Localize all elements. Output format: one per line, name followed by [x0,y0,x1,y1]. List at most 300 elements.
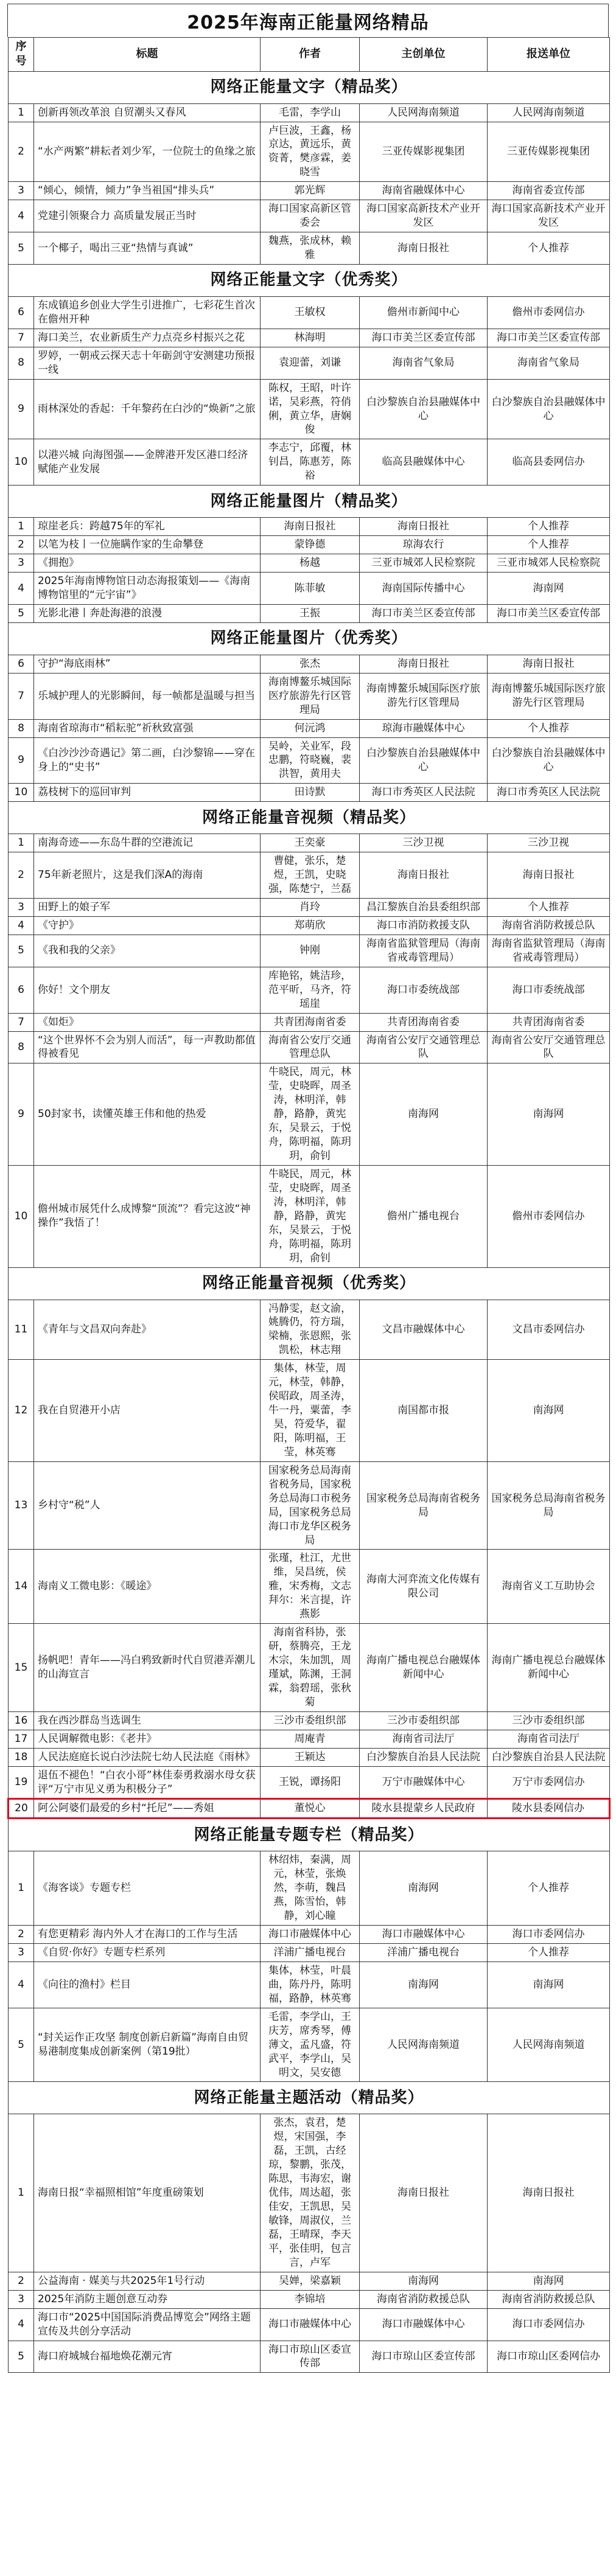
table-row [9,1766,610,1799]
table-row [9,2008,610,2082]
cell-number: 2 [9,122,34,182]
cell-title: 2025年消防主题创意互动券 [34,2290,261,2308]
cell-creator-unit: 临高县融媒体中心 [360,439,488,486]
cell-creator-unit: 白沙黎族自治县融媒体中心 [360,737,488,784]
cell-creator-unit: 白沙黎族自治县融媒体中心 [360,379,488,439]
cell-title: “水产两繁”耕耘者刘少军，一位院士的鱼缘之旅 [34,122,261,182]
cell-submitting-unit: 文昌市委网信办 [488,1300,610,1360]
section-title: 网络正能量文字（精品奖） [9,71,610,103]
cell-submitting-unit: 三亚市城郊人民检察院 [488,554,610,573]
table-row [9,122,610,182]
cell-title: “倾心，倾情，倾力”争当祖国“排头兵” [34,182,261,200]
cell-author: 王颖达 [261,1748,360,1766]
cell-submitting-unit: 人民网海南频道 [488,2008,610,2082]
table-row [9,899,610,917]
cell-author: 魏燕，张成林，赖雅 [261,232,360,265]
table-row [9,737,610,784]
table-row [9,573,610,605]
cell-title: 《守护》 [34,916,261,935]
section-header-row [9,486,610,518]
table-row [9,673,610,719]
cell-creator-unit: 海南大河弈流文化传媒有限公司 [360,1550,488,1624]
cell-submitting-unit: 个人推荐 [488,719,610,737]
table-row [9,1748,610,1766]
table-row [9,347,610,379]
cell-title: 南海奇迹——东岛牛群的空港流记 [34,834,261,852]
cell-creator-unit: 南海网 [360,1063,488,1166]
cell-submitting-unit: 海南省气象局 [488,347,610,379]
cell-title: 《我和我的父亲》 [34,935,261,967]
cell-title: 阿公阿婆们最爱的乡村“托尼”——秀姐 [34,1799,261,1819]
cell-creator-unit: 南国都市报 [360,1360,488,1462]
cell-title: 海南日报“幸福照相馆”年度重磅策划 [34,2114,261,2272]
cell-author: 曹健，张乐，楚煜，王凯，史晓强，陈楚宁，兰磊 [261,852,360,899]
cell-author: 卢巨波，王鑫，杨京达，黄远乐，黄资菁，樊彦霖，姜晓雪 [261,122,360,182]
table-row [9,2272,610,2290]
cell-author: 毛雷，李学山 [261,103,360,122]
cell-author: 牛晓民，周元，林莹，史晓晖，周圣涛，林明洋，韩静，路静，黄宪东，吴景云，于悦舟，陈明福，陈玥玥，俞钊 [261,1063,360,1166]
cell-title: 田野上的娘子军 [34,899,261,917]
document [7,4,609,2373]
cell-creator-unit: 陵水县提蒙乡人民政府 [360,1799,488,1819]
cell-number: 7 [9,1013,34,1031]
cell-submitting-unit: 海南网 [488,573,610,605]
section-header-row [9,264,610,296]
cell-author: 集体，林莹，叶晨曲，陈丹丹，陈明福，路静，林英骞 [261,1962,360,2008]
cell-creator-unit: 三亚市城郊人民检察院 [360,554,488,573]
cell-title: 党建引领聚合力 高质量发展正当时 [34,200,261,232]
table-row [9,935,610,967]
table-row [9,1926,610,1944]
cell-creator-unit: 海口市委统战部 [360,967,488,1013]
cell-number: 20 [9,1799,34,1819]
cell-submitting-unit: 海南省消防救援总队 [488,916,610,935]
cell-author: 吴岭，关业军，段忠鹏，符晓巍，裴洪智，黄用夫 [261,737,360,784]
cell-title: 雨林深处的香起：千年黎药在白沙的“焕新”之旅 [34,379,261,439]
cell-title: 海南义工微电影：《暖途》 [34,1550,261,1624]
cell-title: 光影北港丨奔赴海港的浪漫 [34,604,261,622]
cell-number: 14 [9,1550,34,1624]
table-row [9,852,610,899]
cell-number: 7 [9,329,34,347]
cell-number: 6 [9,296,34,329]
table-row [9,604,610,622]
cell-number: 15 [9,1624,34,1712]
cell-creator-unit: 万宁市融媒体中心 [360,1766,488,1799]
cell-submitting-unit: 南海网 [488,2272,610,2290]
cell-number: 4 [9,200,34,232]
cell-author: 海南日报社 [261,518,360,536]
cell-number: 6 [9,967,34,1013]
section-title: 网络正能量文字（优秀奖） [9,264,610,296]
cell-submitting-unit: 海口市委统战部 [488,967,610,1013]
cell-submitting-unit: 海南广播电视总台融媒体新闻中心 [488,1624,610,1712]
section-title: 网络正能量主题活动（精品奖） [9,2082,610,2114]
cell-creator-unit: 国家税务总局海南省税务局 [360,1461,488,1550]
cell-title: 乡村守“税”人 [34,1461,261,1550]
cell-number: 5 [9,232,34,265]
cell-author: 林绍炜，秦满，周元，林莹，张焕然，李萌，魏昌燕，陈雪怡，韩静，刘心瞳 [261,1851,360,1926]
cell-title: “封关运作正攻坚 制度创新启新篇”海南自由贸易港制度集成创新案例（第19批） [34,2008,261,2082]
section-header-row [9,2082,610,2114]
cell-author: 郭光辉 [261,182,360,200]
cell-author: 毛雷，李学山，王庆芳，席秀琴，傅薄文，孟凡盛，符武平，李学山，吴明文，吴安德 [261,2008,360,2082]
table-row [9,200,610,232]
cell-number: 5 [9,935,34,967]
cell-number: 12 [9,1360,34,1462]
cell-creator-unit: 人民网海南频道 [360,103,488,122]
cell-title: 《拥抱》 [34,554,261,573]
cell-creator-unit: 南海网 [360,1851,488,1926]
cell-number: 3 [9,2290,34,2308]
cell-author: 吴婵，梁嘉颖 [261,2272,360,2290]
cell-number: 18 [9,1748,34,1766]
table-row [9,1711,610,1730]
cell-creator-unit: 三亚传媒影视集团 [360,122,488,182]
cell-number: 3 [9,554,34,573]
cell-submitting-unit: 白沙黎族自治县融媒体中心 [488,737,610,784]
table-row [9,1624,610,1712]
cell-creator-unit: 洋浦广播电视台 [360,1944,488,1962]
cell-number: 1 [9,834,34,852]
table-row [9,1063,610,1166]
cell-title: 75年新老照片，这是我们深A的海南 [34,852,261,899]
cell-number: 3 [9,899,34,917]
cell-number: 4 [9,2308,34,2341]
cell-submitting-unit: 万宁市委网信办 [488,1766,610,1799]
cell-submitting-unit: 国家税务总局海南省税务局 [488,1461,610,1550]
cell-submitting-unit: 海南日报社 [488,852,610,899]
cell-number: 9 [9,737,34,784]
cell-title: 罗婷，一朝戒云探天志十年砺剑守安测建功预报一线 [34,347,261,379]
document-title: 2025年海南正能量网络精品 [7,4,609,37]
cell-author: 洋浦广播电视台 [261,1944,360,1962]
table-row [9,1031,610,1063]
table-row [9,2290,610,2308]
cell-creator-unit: 琼海市融媒体中心 [360,719,488,737]
section-header-row [9,71,610,103]
cell-author: 钟刚 [261,935,360,967]
cell-title: 公益海南 · 媒美与共2025年1号行动 [34,2272,261,2290]
table-row [9,1550,610,1624]
cell-title: 乐城护理人的光影瞬间，每一帧都是温暖与担当 [34,673,261,719]
table-row [9,967,610,1013]
table-row [9,784,610,802]
table-row [9,329,610,347]
cell-creator-unit: 海南日报社 [360,518,488,536]
cell-submitting-unit: 海口市秀英区人民法院 [488,784,610,802]
cell-number: 5 [9,604,34,622]
cell-author: 杨越 [261,554,360,573]
cell-number: 9 [9,1063,34,1166]
cell-author: 库艳铭，姚洁珍，范平昕，马齐，符瑶崖 [261,967,360,1013]
cell-author: 李志宁，邱覆，林钊昌，陈惠芳，陈裕 [261,439,360,486]
cell-author: 蒙铮德 [261,536,360,554]
cell-creator-unit: 海南日报社 [360,852,488,899]
cell-title: 《向往的渔村》栏目 [34,1962,261,2008]
table-row [9,1461,610,1550]
cell-submitting-unit: 个人推荐 [488,232,610,265]
cell-author: 王振 [261,604,360,622]
cell-number: 1 [9,2114,34,2272]
cell-author: 共青团海南省委 [261,1013,360,1031]
table-row [9,1165,610,1267]
cell-number: 2 [9,852,34,899]
cell-number: 5 [9,2008,34,2082]
cell-submitting-unit: 海口市委网信办 [488,1926,610,1944]
table-row [9,518,610,536]
header-title: 标题 [34,38,261,72]
cell-author: 王锐，谭扬阳 [261,1766,360,1799]
cell-title: 荔枝树下的巡回审判 [34,784,261,802]
cell-creator-unit: 海口市琼山区委宣传部 [360,2341,488,2373]
cell-title: 琼崖老兵：跨越75年的军礼 [34,518,261,536]
cell-submitting-unit: 海南博鳌乐城国际医疗旅游先行区管理局 [488,673,610,719]
cell-number: 3 [9,182,34,200]
cell-author: 董悦心 [261,1799,360,1819]
cell-author: 张瑾，杜江，尤世维，吴昌统，侯雅，宋秀梅，文志拜尔：米言提，许燕影 [261,1550,360,1624]
cell-author: 林海明 [261,329,360,347]
cell-title: 《青年与文昌双向奔赴》 [34,1300,261,1360]
header-author: 作者 [261,38,360,72]
cell-number: 2 [9,536,34,554]
cell-creator-unit: 南海网 [360,1962,488,2008]
cell-number: 6 [9,655,34,673]
section-header-row [9,1819,610,1851]
cell-creator-unit: 海口市美兰区委宣传部 [360,604,488,622]
awards-table [7,37,611,2373]
section-title: 网络正能量音视频（优秀奖） [9,1267,610,1300]
cell-title: 一个椰子，喝出三亚“热情与真诚” [34,232,261,265]
table-row [9,103,610,122]
cell-creator-unit: 海南国际传播中心 [360,573,488,605]
cell-creator-unit: 琼海农行 [360,536,488,554]
cell-creator-unit: 南海网 [360,2272,488,2290]
cell-submitting-unit: 海南日报社 [488,655,610,673]
cell-creator-unit: 海南省融媒体中心 [360,182,488,200]
cell-number: 7 [9,673,34,719]
cell-creator-unit: 海口市融媒体中心 [360,1926,488,1944]
section-header-row [9,622,610,655]
table-row [9,1360,610,1462]
table-row [9,834,610,852]
cell-submitting-unit: 儋州市委网信办 [488,296,610,329]
cell-author: 冯静雯，赵文渝，姚腾仍，符方瑞，梁楠，张恩熙，张凯松，林志翔 [261,1300,360,1360]
cell-number: 4 [9,573,34,605]
cell-creator-unit: 三沙市委组织部 [360,1711,488,1730]
cell-author: 海南省公安厅交通管理总队 [261,1031,360,1063]
cell-creator-unit: 海南日报社 [360,2114,488,2272]
table-row [9,2341,610,2373]
cell-submitting-unit: 临高县委网信办 [488,439,610,486]
cell-title: “这个世界怀不会为别人而活”，每一声教助都值得被看见 [34,1031,261,1063]
cell-creator-unit: 海南省监狱管理局（海南省戒毒管理局） [360,935,488,967]
cell-number: 11 [9,1300,34,1360]
cell-creator-unit: 海南省公安厅交通管理总队 [360,1031,488,1063]
cell-author: 袁迎蕾，刘谦 [261,347,360,379]
cell-number: 13 [9,1461,34,1550]
cell-submitting-unit: 海南省监狱管理局（海南省戒毒管理局） [488,935,610,967]
cell-creator-unit: 海南博鳌乐城国际医疗旅游先行区管理局 [360,673,488,719]
cell-author: 王敏权 [261,296,360,329]
cell-submitting-unit: 个人推荐 [488,536,610,554]
table-row [9,182,610,200]
cell-number: 1 [9,518,34,536]
cell-submitting-unit: 个人推荐 [488,518,610,536]
table-row [9,1300,610,1360]
cell-number: 2 [9,1926,34,1944]
cell-creator-unit: 人民网海南频道 [360,2008,488,2082]
cell-submitting-unit: 南海网 [488,1962,610,2008]
cell-submitting-unit: 海南省公安厅交通管理总队 [488,1031,610,1063]
cell-author: 海口国家高新区管委会 [261,200,360,232]
cell-title: 人民法庭庭长说白沙法院七幼人民法庭《雨林》 [34,1748,261,1766]
cell-creator-unit: 海口市秀英区人民法院 [360,784,488,802]
table-row [9,296,610,329]
cell-number: 10 [9,1165,34,1267]
cell-title: 海口美兰，农业新质生产力点亮乡村振兴之花 [34,329,261,347]
header-submitting-unit: 报送单位 [488,38,610,72]
table-row [9,1799,610,1819]
cell-author: 何沅鸿 [261,719,360,737]
cell-submitting-unit: 陵水县委网信办 [488,1799,610,1819]
cell-author: 田诗默 [261,784,360,802]
cell-author: 牛晓民，周元，林莹，史晓晖，周圣涛，林明洋，韩静，路静，黄宪东，吴景云，于悦舟，陈明福，陈玥玥，俞钊 [261,1165,360,1267]
cell-submitting-unit: 海南省消防救援总队 [488,2290,610,2308]
cell-submitting-unit: 海南日报社 [488,2114,610,2272]
cell-number: 4 [9,916,34,935]
cell-number: 19 [9,1766,34,1799]
cell-submitting-unit: 个人推荐 [488,899,610,917]
cell-creator-unit: 海南广播电视总台融媒体新闻中心 [360,1624,488,1712]
cell-title: 《海客谈》专题专栏 [34,1851,261,1926]
table-row [9,554,610,573]
cell-author: 肖玲 [261,899,360,917]
cell-creator-unit: 海南省司法厅 [360,1730,488,1748]
cell-submitting-unit: 共青团海南省委 [488,1013,610,1031]
cell-number: 10 [9,784,34,802]
cell-author: 王奕豪 [261,834,360,852]
cell-creator-unit: 海南省消防救援总队 [360,2290,488,2308]
cell-title: 海南省琼海市“稻耘驼”祈秋致富强 [34,719,261,737]
table-row [9,379,610,439]
section-title: 网络正能量专题专栏（精品奖） [9,1819,610,1851]
cell-submitting-unit: 海口市委网信办 [488,2308,610,2341]
cell-submitting-unit: 海口市美兰区委宣传部 [488,329,610,347]
table-row [9,1944,610,1962]
table-row [9,1013,610,1031]
cell-submitting-unit: 南海网 [488,1063,610,1166]
cell-title: 《如炬》 [34,1013,261,1031]
table-row [9,916,610,935]
cell-creator-unit: 海口市消防救援支队 [360,916,488,935]
cell-number: 2 [9,2272,34,2290]
cell-title: 你好！文个朋友 [34,967,261,1013]
cell-author: 海南博鳌乐城国际医疗旅游先行区管理局 [261,673,360,719]
cell-creator-unit: 海南日报社 [360,232,488,265]
cell-title: 创新再领改革浪 自贸潮头又春风 [34,103,261,122]
cell-author: 海南省科协，张研，蔡腾亮，王龙木宗，朱加凯，周瑾斌，陈渊，王洞霖，翁碧瑶，张秋菊 [261,1624,360,1712]
cell-number: 8 [9,719,34,737]
cell-creator-unit: 白沙黎族自治县人民法院 [360,1748,488,1766]
cell-title: 海口市“2025中国国际消费品博览会”网络主题宣传及共创分享活动 [34,2308,261,2341]
table-row [9,1730,610,1748]
cell-submitting-unit: 白沙黎族自治县融媒体中心 [488,379,610,439]
cell-title: 守护“海底雨林” [34,655,261,673]
cell-creator-unit: 儋州市新闻中心 [360,296,488,329]
cell-number: 10 [9,439,34,486]
cell-title: 人民调解微电影：《老井》 [34,1730,261,1748]
cell-creator-unit: 昌江黎族自治县委组织部 [360,899,488,917]
section-title: 网络正能量音视频（精品奖） [9,802,610,834]
cell-author: 周庵青 [261,1730,360,1748]
cell-submitting-unit: 三亚传媒影视集团 [488,122,610,182]
cell-creator-unit: 海南省气象局 [360,347,488,379]
cell-creator-unit: 三沙卫视 [360,834,488,852]
cell-submitting-unit: 个人推荐 [488,1851,610,1926]
cell-submitting-unit: 个人推荐 [488,1944,610,1962]
section-title: 网络正能量图片（精品奖） [9,486,610,518]
cell-submitting-unit: 儋州市委网信办 [488,1165,610,1267]
cell-author: 国家税务总局海南省税务局，国家税务总局海口市税务局，国家税务总局海口市龙华区税务局 [261,1461,360,1550]
cell-author: 集体，林莹，周元，林莹，韩静，侯昭政，周圣涛，牛一丹，粟蕾，李昊，符爱华，翟阳，陈明福，王莹，林英骞 [261,1360,360,1462]
cell-creator-unit: 儋州广播电视台 [360,1165,488,1267]
cell-number: 16 [9,1711,34,1730]
cell-number: 5 [9,2341,34,2373]
section-header-row [9,802,610,834]
cell-title: 退伍不褪色！“白衣小哥”林佳泰勇救溺水母女获评“万宁市见义勇为积极分子” [34,1766,261,1799]
section-header-row [9,1267,610,1300]
cell-submitting-unit: 白沙黎族自治县人民法院 [488,1748,610,1766]
cell-creator-unit: 海口市美兰区委宣传部 [360,329,488,347]
cell-author: 三沙市委组织部 [261,1711,360,1730]
cell-author: 李锦培 [261,2290,360,2308]
cell-title: 《白沙沙沙奇遇记》第二画，白沙黎锦——穿在身上的“史书” [34,737,261,784]
cell-submitting-unit: 人民网海南频道 [488,103,610,122]
cell-creator-unit: 海口市融媒体中心 [360,2308,488,2341]
cell-author: 海口市融媒体中心 [261,2308,360,2341]
cell-submitting-unit: 海南省义工互助协会 [488,1550,610,1624]
table-row [9,1962,610,2008]
cell-number: 3 [9,1944,34,1962]
cell-number: 1 [9,1851,34,1926]
table-header-row [9,38,610,72]
cell-title: 以笔为枝丨一位施瞒作家的生命攀登 [34,536,261,554]
cell-author: 郑萌欣 [261,916,360,935]
cell-number: 4 [9,1962,34,2008]
cell-submitting-unit: 南海网 [488,1360,610,1462]
cell-title: 东成镇追乡创业大学生引进推广，七彩花生首次在儋州开种 [34,296,261,329]
cell-creator-unit: 海南日报社 [360,655,488,673]
cell-submitting-unit: 海口市美兰区委宣传部 [488,604,610,622]
cell-title: 以港兴城 向海图强——金牌港开发区港口经济赋能产业发展 [34,439,261,486]
table-row [9,719,610,737]
cell-number: 1 [9,103,34,122]
cell-title: 我在自贸港开小店 [34,1360,261,1462]
header-creator-unit: 主创单位 [360,38,488,72]
cell-title: 《自贸·你好》专题专栏系列 [34,1944,261,1962]
cell-submitting-unit: 海南省司法厅 [488,1730,610,1748]
header-number: 序号 [9,38,34,72]
cell-number: 8 [9,347,34,379]
table-row [9,536,610,554]
cell-creator-unit: 共青团海南省委 [360,1013,488,1031]
table-row [9,2114,610,2272]
cell-title: 我在西沙群岛当选调生 [34,1711,261,1730]
cell-author: 张杰，袁君，楚煜，宋国强，李磊，王凯，古经琼，黎鹏，张茂，陈思，韦海宏，谢优伟，周达超，张佳安，王凯思，吴敏锋，周淑仪，兰磊，王晴琛，李天平，张佳明，包言言，卢军 [261,2114,360,2272]
cell-title: 扬帆吧！青年——冯白鸦致新时代自贸港弄潮儿的山海宣言 [34,1624,261,1712]
table-row [9,2308,610,2341]
